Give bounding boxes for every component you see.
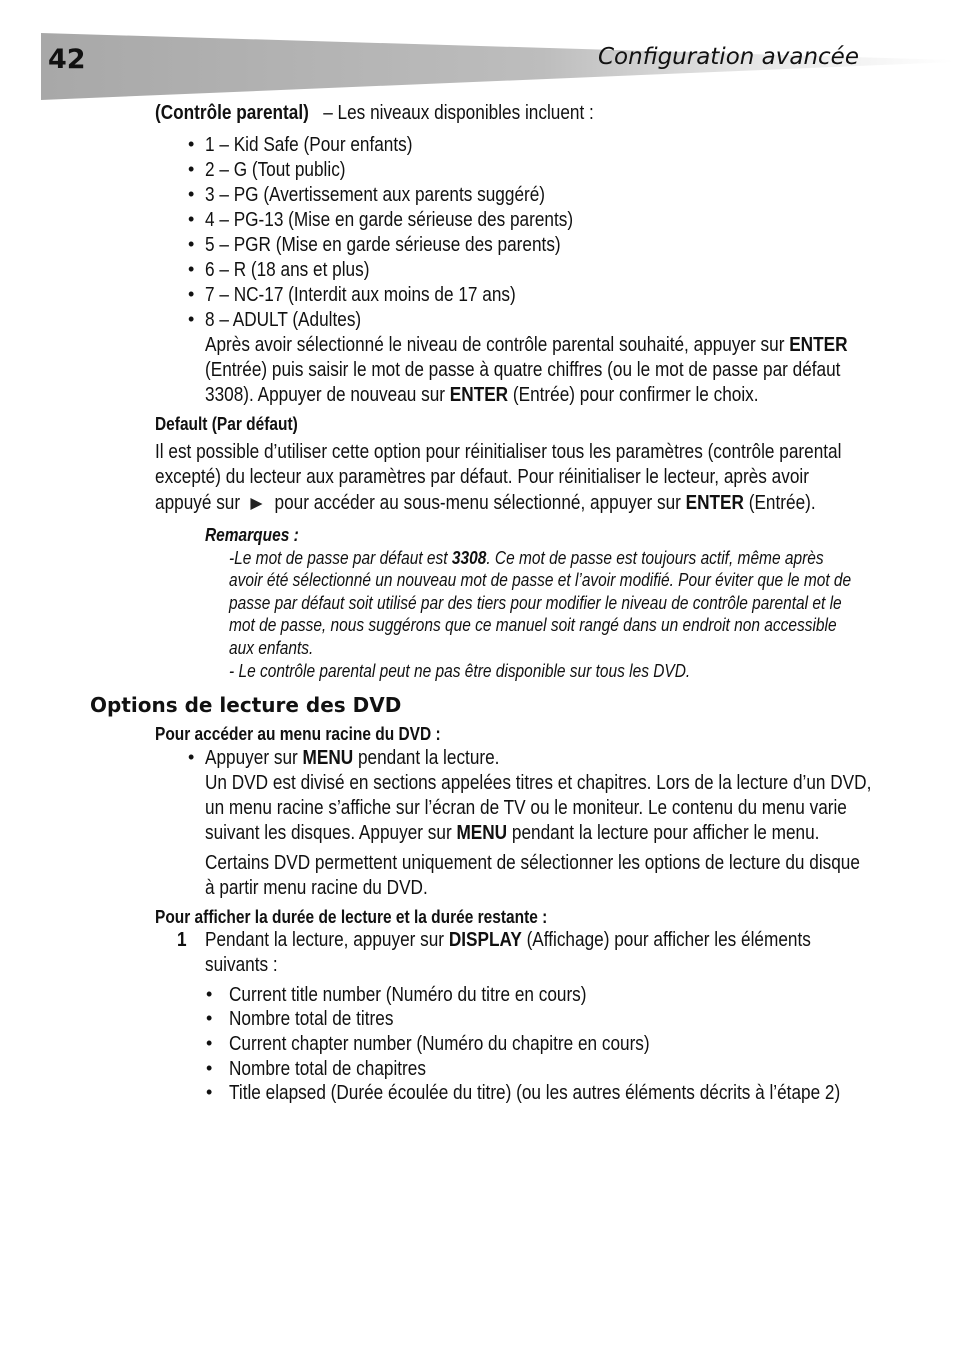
list-item: 3 – PG (Avertissement aux parents suggéré)	[205, 184, 546, 206]
parental-after-line1	[205, 333, 848, 358]
list-item: 5 – PGR (Mise en garde sérieuse des parents)	[205, 234, 561, 256]
bullet-icon: •	[188, 747, 195, 767]
enter-key-label: ENTER	[685, 492, 744, 514]
text-span: Pendant la lecture, appuyer sur	[205, 929, 449, 951]
parental-after-line3	[205, 383, 759, 408]
subheading-root-menu: Pour accéder au menu racine du DVD :	[155, 724, 441, 744]
menu-key-label: MENU	[302, 747, 354, 769]
remarks-line2: avoir été sélectionné un nouveau mot de passe et l’avoir modifié. Pour éviter que le mot de	[229, 570, 852, 590]
default-heading: Default (Par défaut)	[155, 414, 298, 434]
enter-key-label: ENTER	[789, 334, 848, 356]
list-item: 4 – PG-13 (Mise en garde sérieuse des parents)	[205, 209, 574, 231]
list-item: 1 – Kid Safe (Pour enfants)	[205, 134, 413, 156]
text-span: Après avoir sélectionné le niveau de contrôle parental souhaité, appuyer sur	[205, 334, 790, 356]
text-span: pendant la lecture pour afficher le menu.	[507, 822, 820, 844]
bullet-icon: •	[188, 134, 195, 154]
default-line2: excepté) du lecteur aux paramètres par défaut. Pour réinitialiser le lecteur, après avoir	[155, 466, 809, 488]
parental-after-line2: (Entrée) puis saisir le mot de passe à quatre chiffres (ou le mot de passe par défaut	[205, 359, 841, 381]
remarks-line1	[229, 547, 824, 570]
list-item: 2 – G (Tout public)	[205, 159, 346, 181]
step-line1	[205, 928, 811, 953]
menu-para-line1: Un DVD est divisé en sections appelées titres et chapitres. Lors de la lecture d’un DVD,	[205, 772, 872, 794]
bullet-icon: •	[206, 1033, 213, 1053]
menu-para-line2: un menu racine s’affiche sur l’écran de TV ou le moniteur. Le contenu du menu varie	[205, 797, 847, 819]
bullet-icon: •	[206, 984, 213, 1004]
list-item: Nombre total de titres	[229, 1008, 394, 1030]
bullet-icon: •	[206, 1008, 213, 1028]
list-item: 8 – ADULT (Adultes)	[205, 309, 362, 331]
bullet-icon: •	[188, 209, 195, 229]
remarks-line6: - Le contrôle parental peut ne pas être disponible sur tous les DVD.	[229, 661, 691, 681]
list-item: Nombre total de chapitres	[229, 1058, 426, 1080]
remarks-line5: aux enfants.	[229, 638, 314, 658]
step-number: 1	[177, 929, 187, 951]
step-line2: suivants :	[205, 954, 278, 976]
text-span: Appuyer sur	[205, 747, 303, 769]
text-span: . Ce mot de passe est toujours actif, même après	[486, 548, 824, 568]
bullet-icon: •	[206, 1082, 213, 1102]
default-line3	[155, 491, 816, 516]
text-span: (Affichage) pour afficher les éléments	[521, 929, 811, 951]
list-item: 7 – NC-17 (Interdit aux moins de 17 ans)	[205, 284, 516, 306]
subheading-time-display: Pour afficher la durée de lecture et la durée restante :	[155, 907, 548, 927]
enter-key-label: ENTER	[449, 384, 509, 406]
menu-para-line3	[205, 821, 819, 846]
text-span: pendant la lecture.	[353, 747, 500, 769]
bullet-icon: •	[188, 184, 195, 204]
menu-para2-line2: à partir menu racine du DVD.	[205, 877, 428, 899]
parental-intro-line	[155, 101, 594, 126]
menu-bullet	[205, 746, 499, 771]
remarks-line4: mot de passe, nous suggérons que ce manuel soit rangé dans un endroit non accessible	[229, 615, 837, 635]
play-arrow-icon	[250, 498, 262, 510]
display-key-label: DISPLAY	[448, 929, 522, 951]
text-span: (Entrée) pour confirmer le choix.	[508, 384, 759, 406]
bullet-icon: •	[188, 259, 195, 279]
list-item: 6 – R (18 ans et plus)	[205, 259, 370, 281]
text-span: (Entrée).	[743, 492, 816, 514]
default-code: 3308	[451, 548, 487, 568]
menu-key-label: MENU	[456, 822, 508, 844]
list-item: Current title number (Numéro du titre en cours)	[229, 984, 587, 1006]
bullet-icon: •	[188, 234, 195, 254]
bullet-icon: •	[188, 284, 195, 304]
default-line1: Il est possible d’utiliser cette option pour réinitialiser tous les paramètres (contrôle parental	[155, 441, 842, 463]
chapter-title: Configuration avancée	[598, 44, 859, 70]
text-span: -Le mot de passe par défaut est	[229, 548, 452, 568]
list-item: Title elapsed (Durée écoulée du titre) (ou les autres éléments décrits à l’étape 2)	[229, 1082, 841, 1104]
text-span: appuyé sur	[155, 492, 241, 514]
page-number: 42	[48, 44, 86, 75]
remarks-line3: passe par défaut soit utilisé par des tiers pour modifier le niveau de contrôle parental et le	[229, 593, 842, 613]
text-span: pour accéder au sous-menu sélectionné, appuyer sur	[274, 492, 686, 514]
bullet-icon: •	[188, 159, 195, 179]
menu-para2-line1: Certains DVD permettent uniquement de sélectionner les options de lecture du disque	[205, 852, 860, 874]
list-item: Current chapter number (Numéro du chapitre en cours)	[229, 1033, 650, 1055]
bullet-icon: •	[206, 1058, 213, 1078]
section-heading: Options de lecture des DVD	[90, 693, 402, 717]
parental-label: (Contrôle parental)	[155, 102, 309, 124]
bullet-icon: •	[188, 309, 195, 329]
text-span: 3308). Appuyer de nouveau sur	[205, 384, 450, 406]
remarks-heading: Remarques :	[205, 525, 299, 545]
text-span: suivant les disques. Appuyer sur	[205, 822, 457, 844]
parental-intro: – Les niveaux disponibles incluent :	[323, 102, 594, 124]
